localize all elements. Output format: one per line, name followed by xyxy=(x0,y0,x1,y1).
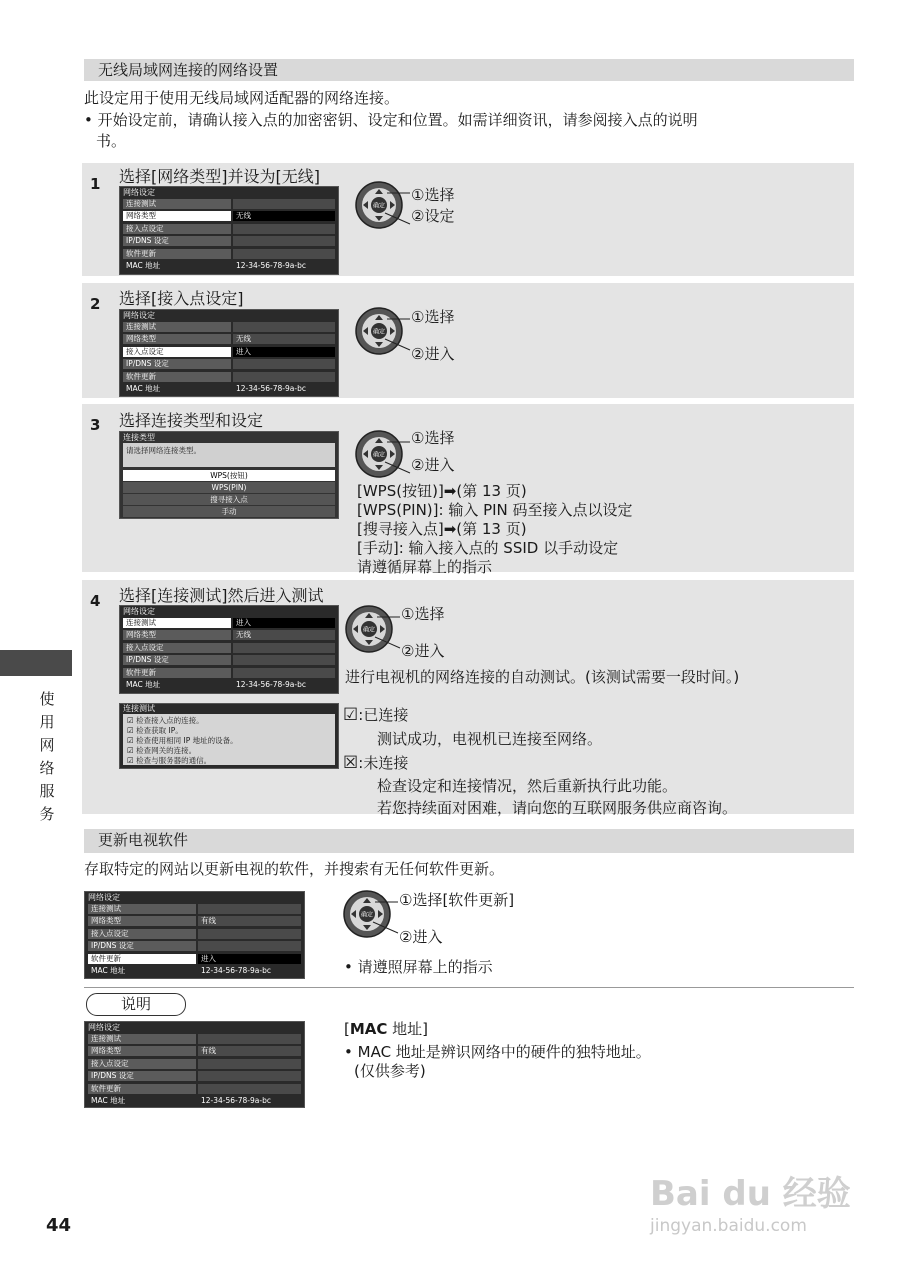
not-connected-label: 未连接 xyxy=(363,754,409,772)
menu-row-value xyxy=(198,904,301,914)
menu-row[interactable] xyxy=(88,954,301,964)
menu-row-value xyxy=(233,655,335,665)
network-settings-menu xyxy=(119,186,339,275)
menu-row-value xyxy=(233,199,335,209)
menu-row[interactable] xyxy=(88,941,301,951)
checkbox-checked-icon: ☑ xyxy=(343,705,359,725)
section-heading-wireless xyxy=(84,59,854,81)
callout-confirm: ②进入 xyxy=(399,928,443,946)
menu-row[interactable] xyxy=(123,630,335,640)
mac-heading-bracket: [ xyxy=(344,1020,350,1038)
step-2-title: 选择[接入点设定] xyxy=(119,289,244,308)
menu-row-label: 连接测试 xyxy=(123,618,231,628)
step-number: 3 xyxy=(90,416,101,434)
bullet-line-2: 书。 xyxy=(96,132,127,150)
menu-row-value xyxy=(233,322,335,332)
callout-confirm: ②进入 xyxy=(401,642,445,660)
step-1-title: 选择[网络类型]并设为[无线] xyxy=(119,167,320,186)
option-wps-button[interactable]: WPS(按钮) xyxy=(123,470,335,481)
network-settings-menu xyxy=(119,605,339,694)
menu-row-label: 接入点设定 xyxy=(123,224,231,234)
menu-row-label: MAC 地址 xyxy=(123,680,231,690)
menu-row-value: 12-34-56-78-9a-bc xyxy=(198,1096,301,1106)
test-item-text: 检查与服务器的通信。 xyxy=(136,756,212,765)
menu-row-value: 12-34-56-78-9a-bc xyxy=(233,261,335,271)
step-4-title: 选择[连接测试]然后进入测试 xyxy=(119,586,324,605)
menu-row-label: 网络类型 xyxy=(123,211,231,221)
callout-confirm: ②进入 xyxy=(411,456,455,474)
test-item: ☑ 检查网关的连接。 xyxy=(127,746,197,755)
menu-row-value xyxy=(198,1084,301,1094)
test-item: ☑ 检查接入点的连接。 xyxy=(127,716,204,725)
menu-row[interactable] xyxy=(123,655,335,665)
network-settings-menu xyxy=(119,309,339,397)
menu-row-label: 连接测试 xyxy=(123,199,231,209)
menu-row[interactable] xyxy=(88,1034,301,1044)
connected-description: 测试成功，电视机已连接至网络。 xyxy=(377,730,603,748)
step-3-line-2: [WPS(PIN)]: 输入 PIN 码至接入点以设定 xyxy=(357,501,633,519)
menu-row-value xyxy=(198,1059,301,1069)
menu-row-label: IP/DNS 设定 xyxy=(123,359,231,369)
menu-row-value: 有线 xyxy=(198,916,301,926)
menu-row-label: 连接测试 xyxy=(88,1034,196,1044)
connection-test-list xyxy=(123,714,335,765)
menu-row-label: 接入点设定 xyxy=(88,1059,196,1069)
update-note: • 请遵照屏幕上的指示 xyxy=(344,958,493,976)
ok-label: 确定 xyxy=(372,202,386,210)
ok-label: 确定 xyxy=(372,451,386,459)
step-3-line-4: [手动]: 输入接入点的 SSID 以手动设定 xyxy=(357,539,619,557)
menu-row-label: MAC 地址 xyxy=(88,1096,196,1106)
test-item-text: 检查使用相同 IP 地址的设备。 xyxy=(136,736,238,745)
connection-type-title: 连接类型 xyxy=(123,433,155,442)
checkbox-cross-icon: ☒ xyxy=(343,753,359,773)
menu-row-value xyxy=(233,249,335,259)
step-3-line-1: [WPS(按钮)]➡(第 13 页) xyxy=(357,482,527,500)
menu-row-label: MAC 地址 xyxy=(88,966,196,976)
menu-row[interactable] xyxy=(123,249,335,259)
menu-row[interactable] xyxy=(123,347,335,357)
menu-row-value: 无线 xyxy=(233,211,335,221)
menu-row[interactable] xyxy=(88,966,301,976)
menu-row-value: 12-34-56-78-9a-bc xyxy=(233,680,335,690)
menu-row-value: 无线 xyxy=(233,630,335,640)
connection-test-title: 连接测试 xyxy=(123,704,155,713)
callout-select: ①选择 xyxy=(411,186,455,204)
not-connected-description-2: 若您持续面对困难，请向您的互联网服务供应商咨询。 xyxy=(377,799,738,817)
menu-row[interactable] xyxy=(123,322,335,332)
menu-row-label: 软件更新 xyxy=(123,668,231,678)
status-connected: ☑:已连接 xyxy=(343,705,409,725)
menu-row-value xyxy=(198,1071,301,1081)
menu-row-label: MAC 地址 xyxy=(123,261,231,271)
menu-row-value xyxy=(198,941,301,951)
menu-row[interactable] xyxy=(123,199,335,209)
menu-row-label: 软件更新 xyxy=(123,372,231,382)
side-char: 服 xyxy=(39,782,55,800)
menu-row-label: 软件更新 xyxy=(88,954,196,964)
step-4-description: 进行电视机的网络连接的自动测试。(该测试需要一段时间。) xyxy=(345,668,740,686)
menu-title: 网络设定 xyxy=(123,607,155,616)
menu-row-label: IP/DNS 设定 xyxy=(123,236,231,246)
menu-row-value: 进入 xyxy=(233,618,335,628)
section-heading-update xyxy=(84,829,854,853)
menu-title: 网络设定 xyxy=(123,188,155,197)
connection-type-menu xyxy=(119,431,339,519)
menu-row[interactable] xyxy=(123,372,335,382)
callout-select: ①选择[软件更新] xyxy=(399,891,515,909)
side-char: 用 xyxy=(39,713,55,731)
menu-row[interactable] xyxy=(123,359,335,369)
menu-row[interactable] xyxy=(123,334,335,344)
menu-row-label: 连接测试 xyxy=(88,904,196,914)
menu-row[interactable] xyxy=(88,1096,301,1106)
connection-test-panel xyxy=(119,703,339,769)
test-item-text: 检查网关的连接。 xyxy=(136,746,197,755)
menu-row-label: 连接测试 xyxy=(123,322,231,332)
step-number: 2 xyxy=(90,295,101,313)
bullet-line-1: 开始设定前，请确认接入点的加密密钥、设定和位置。如需详细资讯，请参阅接入点的说明 xyxy=(97,111,698,129)
side-char: 网 xyxy=(39,736,55,754)
menu-row-label: 网络类型 xyxy=(88,1046,196,1056)
intro-text: 此设定用于使用无线局域网适配器的网络连接。 xyxy=(84,89,400,107)
callout-confirm: ②进入 xyxy=(411,345,455,363)
menu-row-value xyxy=(233,359,335,369)
step-3-line-5: 请遵循屏幕上的指示 xyxy=(357,558,493,576)
option-search-ap[interactable]: 搜寻接入点 xyxy=(123,494,335,505)
remote-ok-button-icon xyxy=(343,889,399,939)
side-char: 务 xyxy=(39,805,55,823)
menu-title: 网络设定 xyxy=(123,311,155,320)
side-char: 络 xyxy=(39,759,55,777)
menu-row-label: IP/DNS 设定 xyxy=(88,941,196,951)
menu-row[interactable] xyxy=(123,618,335,628)
connected-label: 已连接 xyxy=(363,706,409,724)
watermark-url: jingyan.baidu.com xyxy=(650,1216,807,1236)
menu-row-value xyxy=(233,643,335,653)
side-tab xyxy=(0,650,72,676)
menu-row-value xyxy=(233,224,335,234)
menu-row[interactable] xyxy=(123,236,335,246)
update-intro: 存取特定的网站以更新电视的软件，并搜索有无任何软件更新。 xyxy=(84,860,505,878)
menu-row[interactable] xyxy=(88,929,301,939)
menu-row-value: 进入 xyxy=(198,954,301,964)
section-heading-text: 无线局域网连接的网络设置 xyxy=(98,61,279,79)
ok-label: 确定 xyxy=(360,911,374,919)
network-settings-menu xyxy=(84,891,305,979)
callout-select: ①选择 xyxy=(411,308,455,326)
option-manual[interactable]: 手动 xyxy=(123,506,335,517)
menu-title: 网络设定 xyxy=(88,893,120,902)
ok-label: 确定 xyxy=(372,328,386,336)
menu-row-label: 网络类型 xyxy=(123,334,231,344)
section-heading-text: 更新电视软件 xyxy=(98,831,189,849)
remote-ok-button-icon xyxy=(355,180,411,230)
menu-row-value: 12-34-56-78-9a-bc xyxy=(198,966,301,976)
page-number: 44 xyxy=(46,1215,72,1236)
not-connected-description-1: 检查设定和连接情况，然后重新执行此功能。 xyxy=(377,777,678,795)
menu-row-value xyxy=(233,236,335,246)
test-item: ☑ 检查与服务器的通信。 xyxy=(127,756,212,765)
side-char: 使 xyxy=(39,690,55,708)
menu-row-value xyxy=(233,372,335,382)
step-number: 4 xyxy=(90,592,101,610)
menu-row[interactable] xyxy=(88,916,301,926)
menu-row-value xyxy=(198,929,301,939)
callout-confirm: ②设定 xyxy=(411,207,455,225)
bullet-text: • 开始设定前，请确认接入点的加密密钥、设定和位置。如需详细资讯，请参阅接入点的说明 xyxy=(84,111,698,129)
menu-row-value: 无线 xyxy=(233,334,335,344)
menu-row-value: 有线 xyxy=(198,1046,301,1056)
menu-row[interactable] xyxy=(88,1084,301,1094)
menu-row[interactable] xyxy=(123,643,335,653)
ok-label: 确定 xyxy=(362,626,376,634)
remote-ok-button-icon xyxy=(355,306,411,356)
menu-row[interactable] xyxy=(123,680,335,690)
network-settings-menu xyxy=(84,1021,305,1108)
test-item-text: 检查获取 IP。 xyxy=(136,726,183,735)
menu-row-label: 接入点设定 xyxy=(123,347,231,357)
menu-row-label: 接入点设定 xyxy=(123,643,231,653)
connection-type-note: 请选择网络连接类型。 xyxy=(123,443,335,467)
menu-row-label: 软件更新 xyxy=(123,249,231,259)
menu-title: 网络设定 xyxy=(88,1023,120,1032)
menu-row[interactable] xyxy=(88,1059,301,1069)
menu-row-label: IP/DNS 设定 xyxy=(123,655,231,665)
menu-row[interactable] xyxy=(123,261,335,271)
menu-row-value xyxy=(233,668,335,678)
menu-row[interactable] xyxy=(123,384,335,394)
mac-heading-bold: MAC xyxy=(349,1020,388,1038)
menu-row-label: 网络类型 xyxy=(88,916,196,926)
test-item-text: 检查接入点的连接。 xyxy=(136,716,204,725)
menu-row[interactable] xyxy=(88,1046,301,1056)
menu-row-value: 12-34-56-78-9a-bc xyxy=(233,384,335,394)
menu-row[interactable] xyxy=(123,224,335,234)
test-item: ☑ 检查使用相同 IP 地址的设备。 xyxy=(127,736,238,745)
mac-heading xyxy=(344,1019,428,1039)
menu-row[interactable] xyxy=(123,211,335,221)
menu-row-label: 网络类型 xyxy=(123,630,231,640)
callout-select: ①选择 xyxy=(411,429,455,447)
step-3-title: 选择连接类型和设定 xyxy=(119,411,264,430)
explain-badge: 说明 xyxy=(86,993,186,1016)
menu-row-value xyxy=(198,1034,301,1044)
remote-ok-button-icon xyxy=(345,604,401,654)
watermark-logo: Bai du 经验 xyxy=(650,1174,851,1214)
status-not-connected: ☒:未连接 xyxy=(343,753,409,773)
update-note-text: 请遵照屏幕上的指示 xyxy=(357,958,493,976)
menu-row[interactable] xyxy=(88,1071,301,1081)
mac-line-1: • MAC 地址是辨识网络中的硬件的独特地址。 xyxy=(344,1043,651,1061)
mac-line-1-text: MAC 地址是辨识网络中的硬件的独特地址。 xyxy=(357,1043,651,1061)
menu-row-label: 接入点设定 xyxy=(88,929,196,939)
option-wps-pin[interactable]: WPS(PIN) xyxy=(123,482,335,493)
mac-heading-rest: 地址] xyxy=(387,1020,429,1038)
test-item: ☑ 检查获取 IP。 xyxy=(127,726,183,735)
step-3-line-3: [搜寻接入点]➡(第 13 页) xyxy=(357,520,527,538)
step-number: 1 xyxy=(90,175,101,193)
menu-row-label: 软件更新 xyxy=(88,1084,196,1094)
mac-line-2: (仅供参考) xyxy=(354,1062,426,1080)
remote-ok-button-icon xyxy=(355,429,411,479)
menu-row[interactable] xyxy=(123,668,335,678)
menu-row-label: IP/DNS 设定 xyxy=(88,1071,196,1081)
menu-row[interactable] xyxy=(88,904,301,914)
callout-select: ①选择 xyxy=(401,605,445,623)
divider xyxy=(84,987,854,988)
menu-row-label: MAC 地址 xyxy=(123,384,231,394)
menu-row-value: 进入 xyxy=(233,347,335,357)
